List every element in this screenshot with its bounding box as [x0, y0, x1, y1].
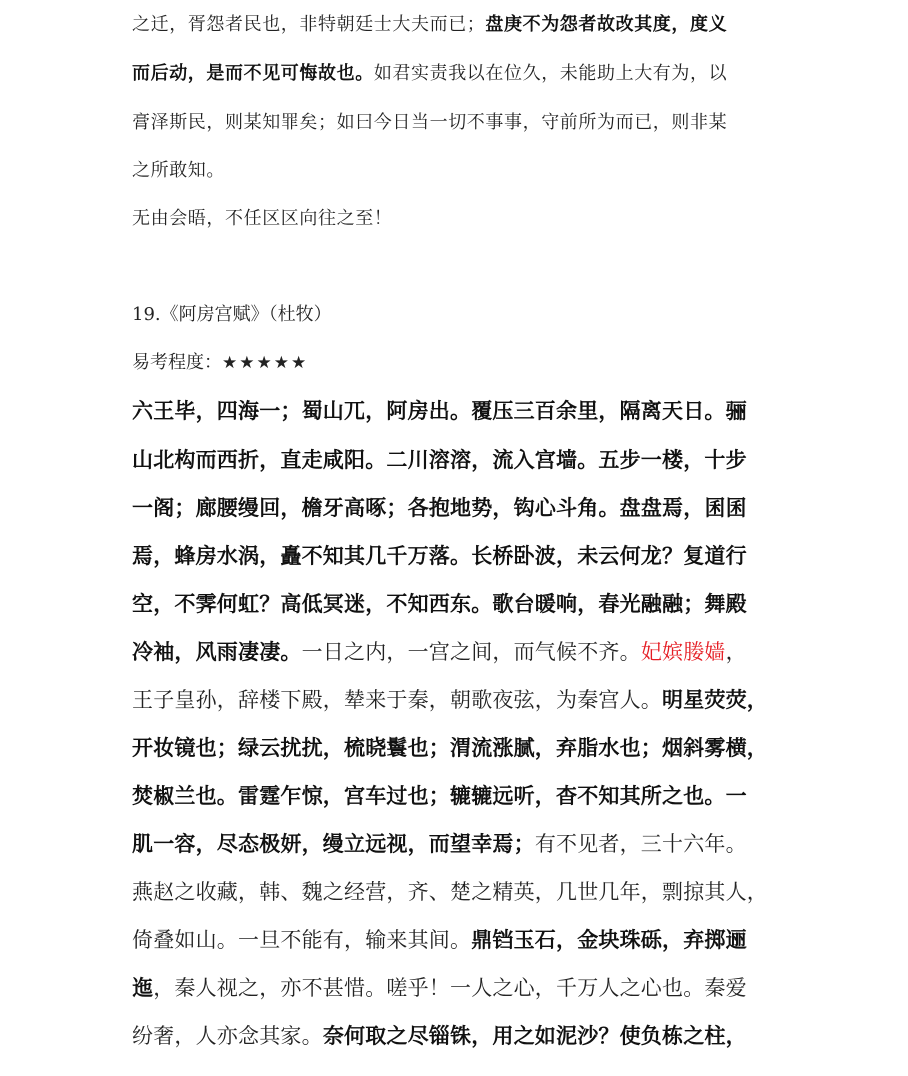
- bold-text: 一阁；: [132, 496, 196, 520]
- text-line: [132, 1020, 747, 1050]
- bold-text: 肌一容，尽态极妍，缦立远视，而望幸焉；: [132, 832, 535, 856]
- text-line: [132, 732, 768, 762]
- text-line: [132, 540, 747, 570]
- bold-text: 奈何取之尽锱铢，用之如泥沙？使负栋之柱，: [322, 1024, 747, 1048]
- text-line: [132, 108, 727, 134]
- highlighted-text: 妃嫔媵嫱: [640, 640, 726, 664]
- text-line: [132, 780, 747, 810]
- text-line: [132, 492, 747, 522]
- plain-text: 倚叠如山。一旦不能有，输来其间。: [132, 928, 472, 952]
- text-line: [132, 395, 747, 425]
- bold-text: 焚椒兰也。雷霆乍惊，宫车过也；辘辘远听，杳不知其所之也。一: [132, 784, 747, 808]
- highlighted-text: 钩心斗角: [513, 496, 599, 520]
- plain-text: 一日之内，一宫之间，而气候不齐。: [301, 640, 641, 664]
- text-line: [132, 828, 747, 858]
- text-line: [132, 972, 747, 1002]
- text-line: [132, 204, 392, 230]
- plain-text: 有不见者，三十六年。: [534, 832, 747, 856]
- plain-text: 王子皇孙，辞楼下殿，辇来于秦，朝歌夜弦，为秦宫人。: [132, 688, 662, 712]
- bold-text: ；各抱地势，: [386, 496, 514, 520]
- text-line: [132, 876, 768, 906]
- difficulty-label: 易考程度：: [132, 352, 222, 373]
- text-line: [132, 59, 727, 85]
- bold-text: 不为怨者故改其度，度义: [522, 14, 728, 35]
- bold-text: 空，不霁何虹？高低冥迷，不知西东。: [132, 592, 493, 616]
- star-rating-icon: ★★★★★: [222, 353, 309, 373]
- plain-text: 之迁，胥怨者民也，非特朝廷士大夫而已；: [132, 14, 486, 35]
- plain-text: 如君实责我以在位久，未能助上大有为，以: [373, 63, 728, 84]
- plain-text: 膏泽斯民，则某知罪矣；如曰今日当一切不事事，守前所为而已，则非某: [132, 112, 728, 133]
- text-line: [132, 588, 747, 618]
- highlighted-text: 逦: [725, 928, 747, 952]
- text-line: [132, 444, 747, 474]
- highlighted-text: 盘庚: [485, 14, 523, 35]
- highlighted-text: 廊腰缦回，檐牙高啄: [195, 496, 387, 520]
- bold-text: 六王毕，四海一；蜀山兀，阿房出。覆压三百余里，隔离天日。骊: [132, 399, 747, 423]
- plain-text: 纷奢，人亦念其家。: [132, 1024, 323, 1048]
- bold-text: 焉，蜂房水涡，矗不知其几千万落。长桥卧波，未云何龙？复道行: [132, 544, 747, 568]
- highlighted-text: 囷囷: [704, 496, 747, 520]
- bold-text: 开妆镜也；绿云扰扰，梳晓: [132, 736, 387, 760]
- plain-text: ，秦人视之，亦不甚惜。嗟乎！一人之心，千万人之心也。秦爱: [153, 976, 747, 1000]
- bold-text: 明星荧荧，: [662, 688, 768, 712]
- bold-text: 也；渭流涨腻，弃脂水也；烟斜雾横，: [407, 736, 769, 760]
- plain-text: 无由会晤，不任区区向往之至！: [132, 208, 393, 229]
- text-line: [132, 636, 747, 666]
- bold-text: 。盘盘焉，: [598, 496, 705, 520]
- bold-text: 山北构而西折，直走咸阳。二川溶溶，流入宫墙。五步一楼，十步: [132, 448, 747, 472]
- text-line: [132, 924, 747, 954]
- text-line: [132, 10, 727, 36]
- section-heading: 19.《阿房宫赋》（杜牧）: [132, 304, 332, 325]
- bold-text: 冷袖，风雨凄凄。: [132, 640, 302, 664]
- plain-text: 之所敢知。: [132, 160, 225, 181]
- bold-text: 歌台暖响，春光融融；舞殿: [492, 592, 747, 616]
- text-line: [132, 156, 225, 182]
- plain-text: ，: [725, 640, 747, 664]
- text-line: [132, 684, 768, 714]
- bold-text: 鼎铛玉石，金块珠砾，弃掷: [471, 928, 726, 952]
- bold-text: 而后动，是而不见可悔故也。: [132, 63, 374, 84]
- difficulty-rating: [132, 348, 308, 374]
- highlighted-text: 迤: [132, 976, 154, 1000]
- highlighted-text: 鬟: [386, 736, 408, 760]
- plain-text: 燕赵之收藏，韩、魏之经营，齐、楚之精英，几世几年，剽掠其人，: [132, 880, 768, 904]
